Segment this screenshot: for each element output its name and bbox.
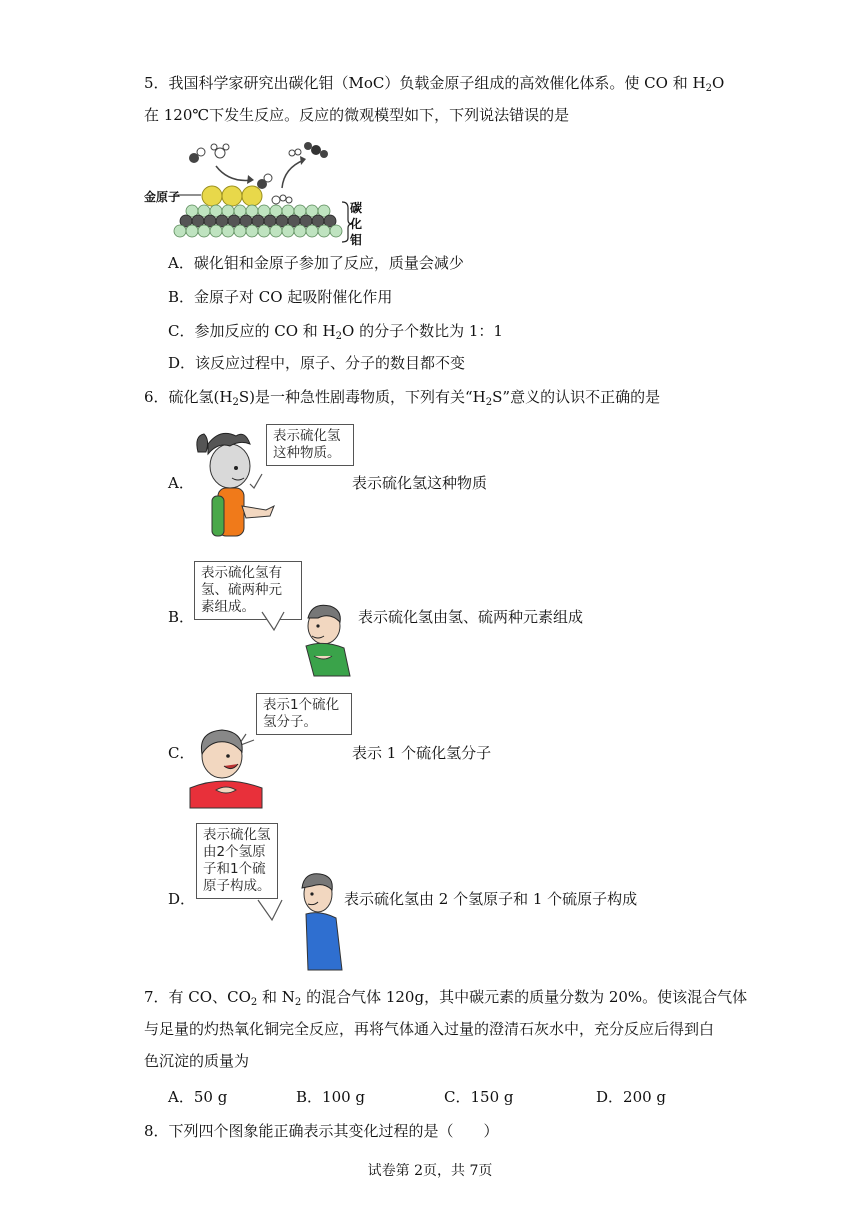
boy-b-illustration: [232, 604, 360, 678]
q6-option-d-bubble: 表示硫化氢由2个氢原子和1个硫原子构成。: [196, 823, 278, 899]
boy-d-illustration: [250, 872, 350, 972]
q7-option-c[interactable]: C．150 g: [444, 1088, 514, 1106]
page-footer: 试卷第 2页，共 7页: [367, 1163, 493, 1179]
q7-option-b[interactable]: B．100 g: [296, 1088, 366, 1106]
q6-stem: 6．硫化氢$(H_2S)$是一种急性剧毒物质，下列有关“$H_2S$”意义的认识不正确的是: [144, 388, 661, 408]
q5-option-c[interactable]: C．参加反应的 CO 和 $H_2O$ 的分子个数比为 1：1: [168, 322, 503, 342]
boy-c-illustration: [188, 728, 278, 810]
h2-molecule: [289, 149, 301, 156]
q6-option-b-letter[interactable]: B．: [168, 608, 195, 626]
q5-stem-line2: 在 120℃下发生反应。反应的微观模型如下，下列说法错误的是: [144, 106, 570, 124]
q6-option-a-bubble: 表示硫化氢这种物质。: [266, 424, 354, 466]
q6-option-a-text: 表示硫化氢这种物质: [352, 474, 488, 492]
q5-option-a[interactable]: A．碳化钼和金原子参加了反应，质量会减少: [168, 254, 464, 272]
gold-atom-label: 金原子: [144, 190, 181, 204]
q6-option-c-bubble: 表示1个硫化氢分子。: [256, 693, 352, 735]
q6-option-b-bubble: 表示硫化氢有氢、硫两种元素组成。: [194, 561, 302, 620]
q6-option-d-text: 表示硫化氢由 2 个氢原子和 1 个硫原子构成: [344, 890, 638, 908]
q7-option-a[interactable]: A．50 g: [168, 1088, 228, 1106]
q6-option-d-letter[interactable]: D．: [168, 890, 196, 908]
q5-option-b[interactable]: B．金原子对 CO 起吸附催化作用: [168, 288, 393, 306]
co-molecule: [189, 148, 205, 163]
q8-stem: 8．下列四个图象能正确表示其变化过程的是（ ）: [144, 1122, 499, 1140]
molybdenum-carbide-support: [174, 205, 342, 237]
co2-molecule: [304, 142, 328, 158]
q7-stem-line3: 色沉淀的质量为: [144, 1052, 250, 1070]
q6-option-c-text: 表示 1 个硫化氢分子: [352, 744, 492, 762]
q6-option-a-letter[interactable]: A．: [168, 474, 194, 492]
q6-option-b-text: 表示硫化氢由氢、硫两种元素组成: [358, 608, 584, 626]
q6-option-c-letter[interactable]: C．: [168, 744, 195, 762]
gold-atoms: [202, 186, 262, 206]
support-label: 碳 化 钼: [350, 201, 363, 247]
girl-illustration: [190, 426, 285, 541]
q7-stem-line1: 7．有 CO、$CO_2$ 和 $N_2$ 的混合气体 120g，其中碳元素的质量分数为 20%。使该混合气体: [144, 988, 748, 1008]
q5-option-d[interactable]: D．该反应过程中，原子、分子的数目都不变: [168, 354, 466, 372]
q7-option-d[interactable]: D．200 g: [596, 1088, 667, 1106]
q7-stem-line2: 与足量的灼热氧化铜完全反应，再将气体通入过量的澄清石灰水中，充分反应后得到白: [144, 1020, 715, 1038]
h2o-molecule: [211, 144, 229, 158]
q5-stem-line1: 5．我国科学家研究出碳化钼（MoC）负载金原子组成的高效催化体系。使 CO 和 $H_2O$: [144, 74, 725, 94]
